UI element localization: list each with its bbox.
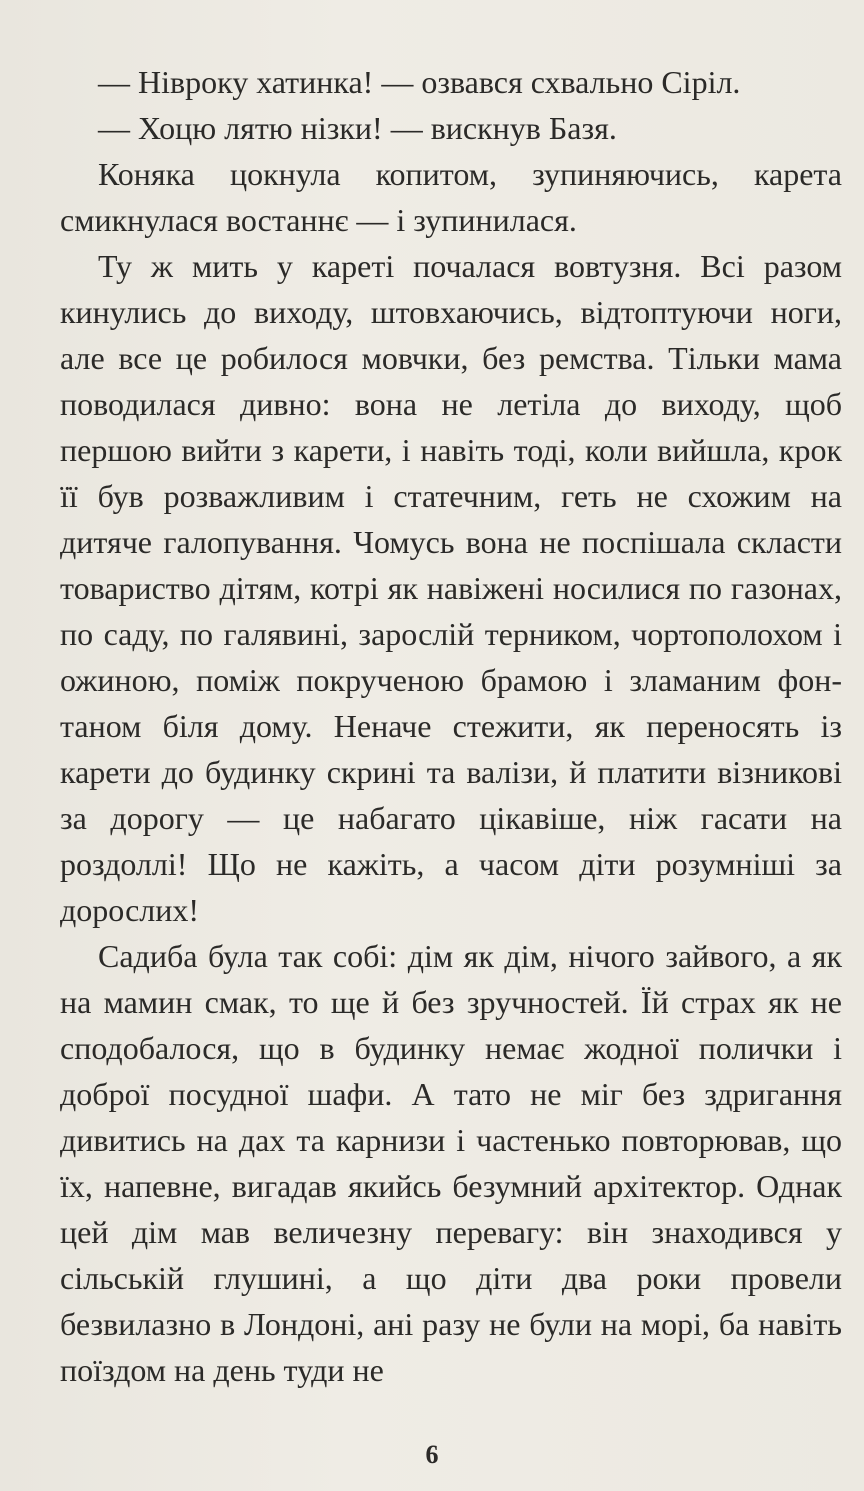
- paragraph-5: Садиба була так собі: дім як дім, нічого зайвого, а як на мамин смак, то ще й без зручностей. Їй страх як не сподобалося, що в будинку немає жодної полички і доброї посудної шафи. А тато не міг без здригання дивитись на дах та карнизи і частенько повторював, що їх, напевне, вигадав якийсь безумний архітектор. Однак цей дім мав величезну перевагу: він знаходився у сільській глушині, а що діти два роки провели безвилазно в Лондоні, ані разу не були на морі, ба навіть поїздом на день туди не: [60, 938, 842, 1388]
- page-number: 6: [425, 1440, 439, 1469]
- paragraph-1: — Нівроку хатинка! — озвався схвально Сіріл.: [98, 64, 741, 100]
- paragraph-4: Ту ж мить у кареті почалася вовтузня. Всі разом кинулись до виходу, штовхаючись, відтоптуючи ноги, але все це робилося мовчки, без ремства. Тільки мама поводилася дивно: вона не летіла до виходу, щоб першою вийти з карети, і навіть тоді, коли вийшла, крок її був розважливим і статечним, геть не схожим на дитяче галопування. Чомусь вона не поспішала скласти товариство дітям, котрі як навіжені носилися по газонах, по саду, по галявині, зарослій терником, чортополохом і ожиною, поміж покрученою брамою і зламаним фонтаном біля дому. Неначе стежити, як переносять із карети до будинку скрині та валізи, й платити візникові за дорогу — це набагато цікавіше, ніж гасати на роздоллі! Що не кажіть, а часом діти розумніші за дорослих!: [60, 248, 842, 928]
- paragraph-2: — Хоцю лятю нізки! — вискнув Базя.: [98, 110, 617, 146]
- paragraph-3: Коняка цокнула копитом, зупиняючись, карета смикнулася востаннє — і зупинилася.: [60, 156, 842, 238]
